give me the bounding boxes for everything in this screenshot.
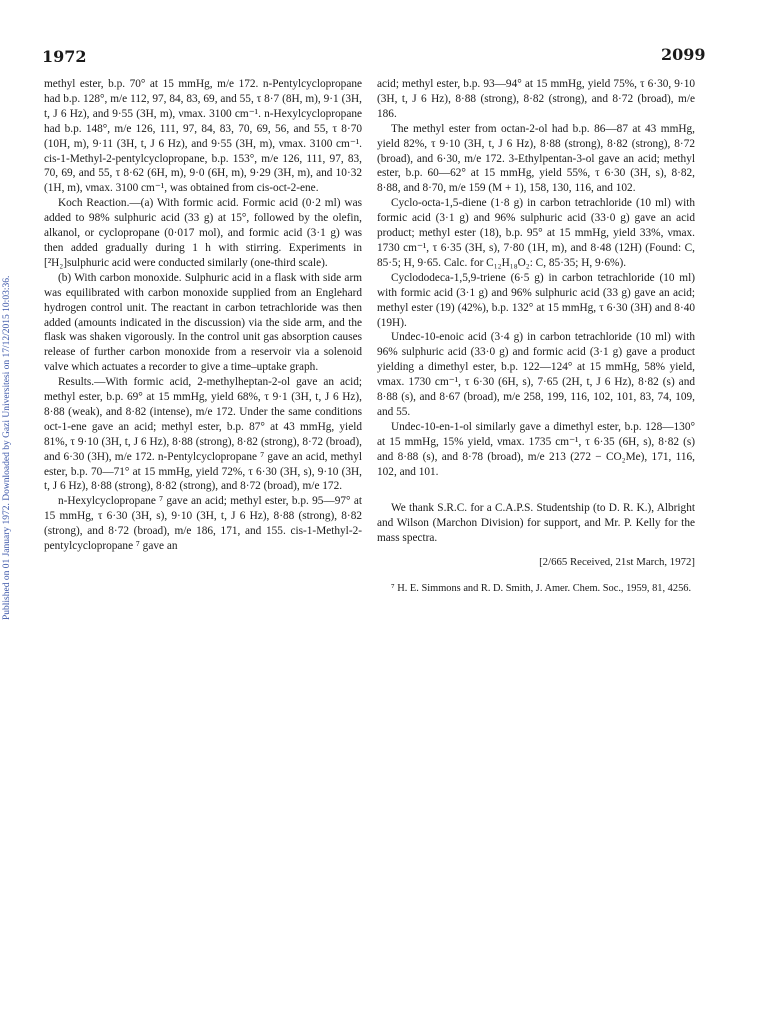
- paragraph-cyclopropane-data: methyl ester, b.p. 70° at 15 mmHg, m/e 172. n-Pentylcyclopropane had b.p. 128°, m/e 112, 97, 84, 83, 69, and 55, τ 8·7 (8H, m), 9·1 (3H, t, J 6 Hz), and 9·55 (3H, m), νmax. 3100 cm⁻¹. n-Hexylcyclopropane had b.p. 148°, m/e 126, 111, 97, 84, 83, 70, 69, 56, and 55, τ 8·70 (10H, m), 9·11 (3H, t, J 6 Hz), and 9·55 (3H, m), νmax. 3100 cm⁻¹. cis-1-Methyl-2-pentylcyclopropane, b.p. 153°, m/e 126, 111, 97, 83, 70, 69, and 55, τ 8·62 (6H, m), 9·0 (6H, m), 9·29 (3H, m), and 10·32 (1H, m), νmax. 3100 cm⁻¹, was obtained from cis-oct-2-ene.: [44, 78, 362, 195]
- footnote-reference-7: ⁷ H. E. Simmons and R. D. Smith, J. Amer. Chem. Soc., 1959, 81, 4256.: [391, 583, 692, 595]
- paragraph-octan-2-ol: The methyl ester from octan-2-ol had b.p. 86—87 at 43 mmHg, yield 82%, τ 9·10 (3H, t, J 6 Hz), 8·88 (strong), 8·82 (strong), 8·72 (broad), and 6·30, m/e 172. 3-Ethylpentan-3-ol gave an acid; methyl ester, b.p. 60—62° at 15 mmHg, yield 55%, τ 6·30 (3H, s), 8·82, 8·88, and 8·70, m/e 159 (M + 1), 158, 130, 116, and 102.: [377, 122, 695, 195]
- left-column: [44, 77, 362, 554]
- acknowledgement: We thank S.R.C. for a C.A.P.S. Studentship (to D. R. K.), Albright and Wilson (Marchon Division) for support, and Mr. P. Kelly for the mass spectra.: [377, 502, 695, 545]
- paragraph-cyclo-octadiene: Cyclo-octa-1,5-diene (1·8 g) in carbon tetrachloride (10 ml) with formic acid (3·1 g) and 96% sulphuric acid (33·0 g) gave an acid product; methyl ester (18), b.p. 95° at 15 mmHg, yield 33%, νmax. 1730 cm⁻¹, τ 6·35 (3H, s), 7·80 (1H, m), and 8·48 (12H) (Found: C, 85·5; H, 9·65. Calc. for C₁₂H₁₈O₂: C, 85·35; H, 9·6%).: [377, 197, 695, 269]
- received-line: [2/665 Received, 21st March, 1972]: [539, 556, 695, 569]
- download-watermark: Published on 01 January 1972. Downloaded by Gazi Universitesi on 17/12/2015 10:03:36.: [2, 275, 12, 620]
- paragraph-hexylcyclopropane: n-Hexylcyclopropane ⁷ gave an acid; methyl ester, b.p. 95—97° at 15 mmHg, τ 6·30 (3H, s), 9·10 (3H, t, J 6 Hz), 8·88 (strong), 8·82 (strong), and 8·72 (broad), m/e 186, 171, and 155. cis-1-Methyl-2-pentylcyclopropane ⁷ gave an: [44, 495, 362, 553]
- paragraph-koch-formic: Koch Reaction.—(a) With formic acid. Formic acid (0·2 ml) was added to 98% sulphuric acid (33 g) at 15°, followed by the olefin, alkanol, or cyclopropane (0·017 mol), and formic acid (3·1 g) was then added gradually during 1 h with stirring. Experiments in [²H₂]sulphuric acid were conducted similarly (one-third scale).: [44, 197, 362, 269]
- paragraph-undecenol: Undec-10-en-1-ol similarly gave a dimethyl ester, b.p. 128—130° at 15 mmHg, 15% yield, νmax. 1735 cm⁻¹, τ 6·35 (6H, s), 8·82 (s) and 8·88 (s), and 8·78 (broad), m/e 213 (272 − CO₂Me), 171, 116, 102, and 101.: [377, 420, 695, 478]
- page-year: 1972: [42, 47, 87, 66]
- page-number: 2099: [661, 45, 706, 64]
- paragraph-acid-continued: acid; methyl ester, b.p. 93—94° at 15 mmHg, yield 75%, τ 6·30, 9·10 (3H, t, J 6 Hz), 8·88 (strong), 8·82 (strong), and 8·72 (broad), m/e 186.: [377, 78, 695, 120]
- paragraph-results: Results.—With formic acid, 2-methylheptan-2-ol gave an acid; methyl ester, b.p. 69° at 15 mmHg, yield 68%, τ 9·1 (3H, t, J 6 Hz), 8·88 (weak), and 8·82 (intense), m/e 172. Under the same conditions oct-1-ene gave an acid; methyl ester, b.p. 87° at 43 mmHg, yield 81%, τ 9·10 (3H, t, J 6 Hz), 8·88 (strong), 8·82 (strong), 8·72 (broad), and 6·30 (3H), m/e 172. n-Pentylcyclopropane ⁷ gave an acid, methyl ester, b.p. 70—71° at 15 mmHg, yield 72%, τ 6·30 (3H, s), 9·10 (3H, t, J 6 Hz), 8·88 (strong), 8·82 (strong), and 8·72 (broad), m/e 172.: [44, 376, 362, 493]
- right-column: [377, 77, 695, 595]
- paragraph-koch-co: (b) With carbon monoxide. Sulphuric acid in a flask with side arm was equilibrated with carbon monoxide supplied from an Englehard hydrogen control unit. The reactant in carbon tetrachloride was then added (amounts indicated in the discussion) via the side arm, and the flask was shaken vigorously. In the control unit gas absorption causes release of further carbon monoxide from a reservoir via a solenoid valve which actuates a recorder to give a time–uptake graph.: [44, 271, 362, 374]
- paragraph-undecenoic-acid: Undec-10-enoic acid (3·4 g) in carbon tetrachloride (10 ml) with 96% sulphuric acid (33·0 g) and formic acid (3·1 g) gave a product yielding a dimethyl ester, b.p. 122—124° at 15 mmHg, 58% yield, νmax. 1730 cm⁻¹, τ 6·30 (6H, s), 7·65 (2H, t, J 6 Hz), 8·82 (s) and 8·88 (s), and 8·67 (broad), m/e 258, 199, 116, 102, 101, 83, 74, 109, and 55.: [377, 331, 695, 418]
- paragraph-cyclododecatriene: Cyclododeca-1,5,9-triene (6·5 g) in carbon tetrachloride (10 ml) with formic acid (3·1 g) and 96% sulphuric acid (33 g) gave an acid; methyl ester (19) (42%), b.p. 132° at 15 mmHg, τ 6·30 (3H) and 8·40 (19H).: [377, 271, 695, 329]
